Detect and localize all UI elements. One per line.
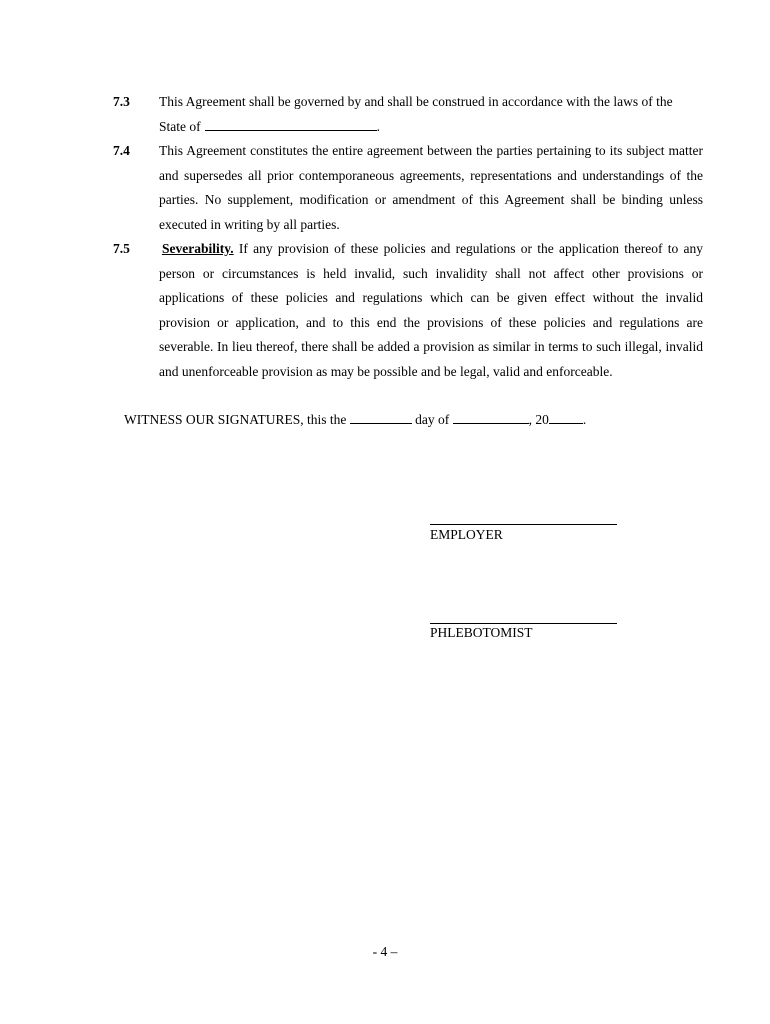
witness-line [124,411,586,428]
employer-label: EMPLOYER [430,527,503,542]
employer-signature-line [430,524,617,525]
section-text: This Agreement shall be governed by and shall be construed in accordance with the laws of the [159,94,673,109]
year-prefix: , 20 [528,412,549,427]
state-blank [205,116,377,131]
section-7-5 [113,237,703,385]
page-number: - 4 – [372,944,398,959]
section-body: This Agreement constitutes the entire agreement between the parties pertaining to its subject matter and supersedes all prior contemporaneous agreements, representations and understandings of the parties. No supplement, modification or amendment of this Agreement shall be binding unless executed in writing by all parties. [159,143,703,232]
day-of-label: day of [415,412,450,427]
state-line [159,115,703,140]
year-blank [549,411,583,424]
severability-text: If any provision of these policies and regulations or the application thereof to any person or circumstances is held invalid, such invalidity shall not affect other provisions or applications of these policies and regulations which can be given effect without the invalid provision or application, and to this end the provisions of these policies and regulations are severable. In lieu thereof, there shall be added a provision as similar in terms to such illegal, invalid and unenforceable provision as may be possible and be legal, valid and enforceable. [159,241,703,379]
section-7-4 [113,139,703,237]
severability-title: Severability. [162,241,234,256]
section-body [159,90,703,139]
section-number: 7.3 [113,94,130,109]
witness-prefix: WITNESS OUR SIGNATURES, this the [124,412,347,427]
section-7-3 [113,90,703,139]
section-body [159,237,703,385]
phlebotomist-signature-line [430,623,617,624]
phlebotomist-label: PHLEBOTOMIST [430,625,533,640]
day-blank [350,411,412,424]
witness-end: . [582,412,587,427]
month-blank [453,411,529,424]
section-number: 7.4 [113,143,130,158]
state-period: . [376,118,380,134]
state-label: State of [159,118,201,134]
section-number: 7.5 [113,241,130,256]
